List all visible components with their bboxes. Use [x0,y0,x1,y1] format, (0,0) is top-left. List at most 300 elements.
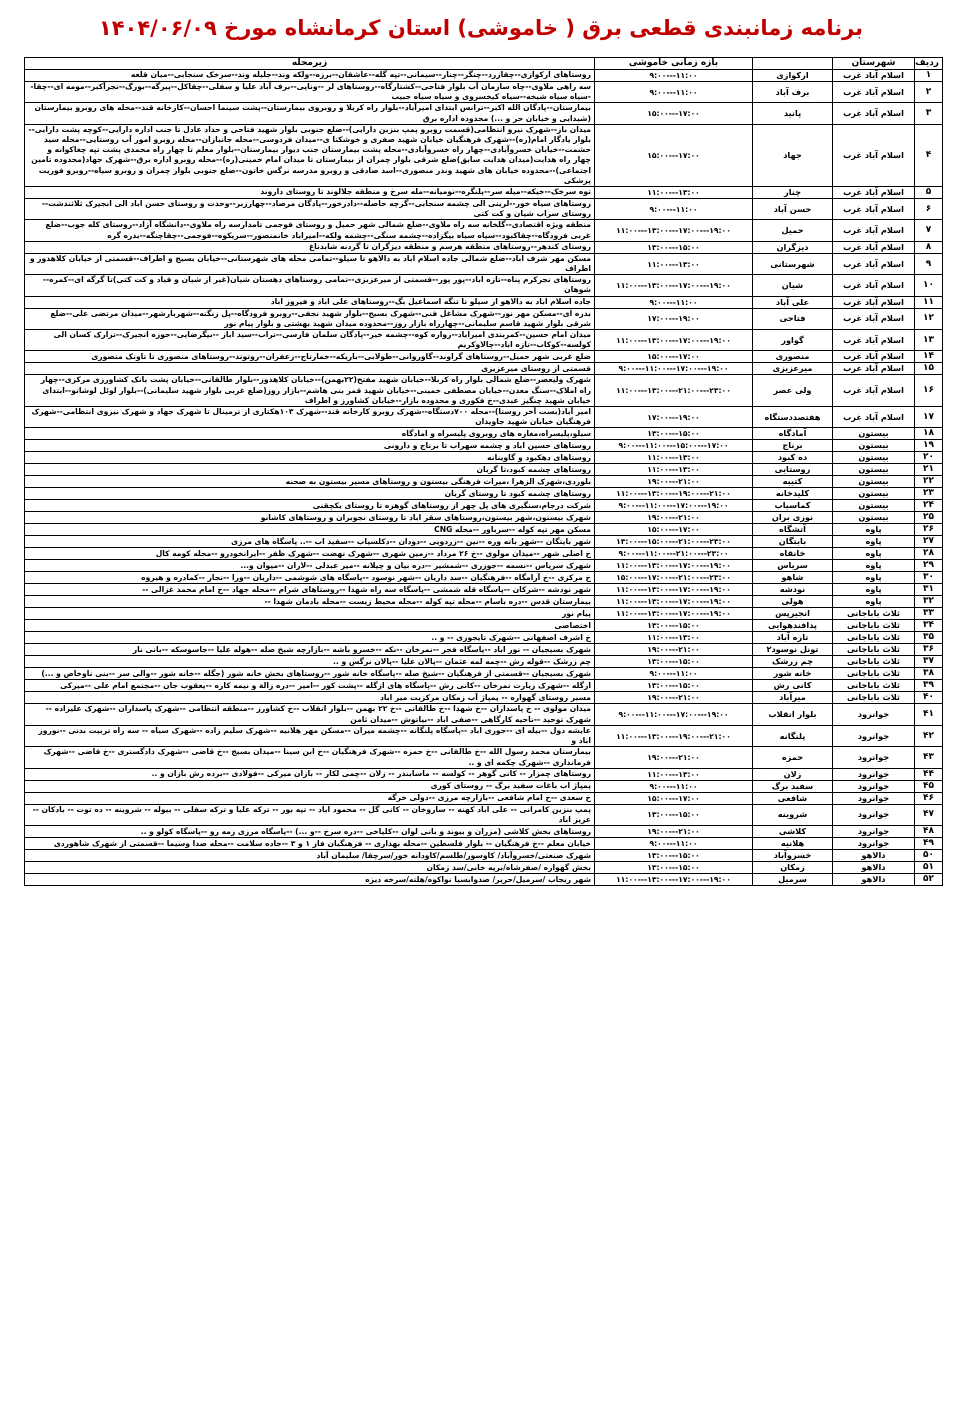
outage-times-cell: ۱۱:۰۰---۱۳:۰۰---۱۷:۰۰---۱۹:۰۰ [595,596,753,608]
area-cell: مسکن مهر شرف اباد--ضلع شمالی جاده اسلام اباد به دالاهو تا سیلو--تمامی محله های شهرستانی--خیابان بسیج و اطراف--قسمتی از خیابان کلاهدوز و اطراف [25,253,595,274]
feeder-cell: سرمیل [753,874,833,886]
county-cell: پاوه [833,560,915,572]
row-index: ۱۵ [915,363,943,375]
table-row [25,850,943,862]
row-index: ۳۸ [915,668,943,680]
table-row [25,363,943,375]
county-cell: بیستون [833,464,915,476]
table-row [25,253,943,274]
outage-times-cell: ۱۵:۰۰---۱۷:۰۰ [595,351,753,363]
area-cell: میدان امام حسین--کمربندی امیراباد--زواره کوه--چشمه خیر--پادگان سلمان فارسی--تراب--سید اباز --بیگرضایی--حوزه انجیرک--تزارک کسان الی کولسه--کوکاب--تازه اباد--چالاوکریم [25,330,595,351]
feeder-cell: پانید [753,103,833,124]
row-index: ۳ [915,103,943,124]
outage-times-cell: ۱۳:۰۰---۱۵:۰۰ [595,680,753,692]
area-cell: شهرک سریاس --نسمه --جوزری --شمشیر --دره بیان و چیلانه --میر عبدلی --لاران --میوان و... [25,560,595,572]
outage-times-cell: ۱۱:۰۰---۱۳:۰۰---۱۷:۰۰---۱۹:۰۰ [595,220,753,241]
outage-times-cell: ۱۱:۰۰---۱۳:۰۰---۱۹:۰۰---۲۱:۰۰ [595,488,753,500]
area-cell: شرکت درجام،سنگبری های پل چهر از روستاهای گوهره تا روستای یکچقنی [25,500,595,512]
county-cell: پاوه [833,536,915,548]
county-cell: اسلام آباد غرب [833,351,915,363]
row-index: ۳۴ [915,620,943,632]
feeder-cell: کانی رش [753,680,833,692]
feeder-cell: نوزی بران [753,512,833,524]
table-row [25,826,943,838]
table-row [25,804,943,825]
county-cell: دالاهو [833,874,915,886]
county-cell: اسلام آباد غرب [833,375,915,407]
outage-times-cell: ۱۵:۰۰---۱۷:۰۰ [595,524,753,536]
feeder-cell: پلنگانه [753,725,833,746]
county-cell: بیستون [833,500,915,512]
outage-times-cell: ۱۵:۰۰---۱۷:۰۰ [595,103,753,124]
table-row [25,407,943,428]
row-index: ۲۷ [915,536,943,548]
row-index: ۱۰ [915,275,943,296]
feeder-cell: سریاس [753,560,833,572]
feeder-cell: فتاحی [753,308,833,329]
feeder-cell: تازه آباد [753,632,833,644]
area-cell: روستاهای نجرکرم پناه--تازه اباد--پور پور--قسمتی از میرعزیزی--تمامی روستاهای دهستان شیان(غیر از شیان و قباد و کت کتی)تا گرگه ای--کمره--شوهان [25,275,595,296]
county-cell: دالاهو [833,850,915,862]
row-index: ۳۹ [915,680,943,692]
table-row [25,862,943,874]
outage-times-cell: ۱۳:۰۰---۱۵:۰۰ [595,850,753,862]
feeder-cell: حمزه [753,747,833,768]
feeder-cell: کلیدخانه [753,488,833,500]
row-index: ۴۷ [915,804,943,825]
row-index: ۲۶ [915,524,943,536]
table-row [25,584,943,596]
area-cell: خ سعدی --خ امام شافعی --بازارچه مرزی --دولی خرگه [25,792,595,804]
county-cell: اسلام آباد غرب [833,407,915,428]
row-index: ۱۱ [915,296,943,308]
outage-times-cell: ۹:۰۰---۱۱:۰۰ [595,199,753,220]
row-index: ۲۴ [915,500,943,512]
table-row [25,747,943,768]
outage-times-cell: ۹:۰۰---۱۱:۰۰---۱۷:۰۰---۱۹:۰۰ [595,500,753,512]
county-cell: اسلام آباد غرب [833,103,915,124]
county-cell: دالاهو [833,862,915,874]
feeder-cell: چم زرشک [753,656,833,668]
table-row [25,656,943,668]
area-cell: شهر ریجاب /سرمیل/حریر/ صدوابسیا نواکوه/هلته/سرخه دیزه [25,874,595,886]
area-cell: مسکن مهر تپه کوله --سرباور --محله CNG [25,524,595,536]
area-cell: اختصاصی [25,620,595,632]
feeder-cell: حسن آباد [753,199,833,220]
county-cell: جوانرود [833,725,915,746]
feeder-cell: تونل نوسود۲ [753,644,833,656]
outage-times-cell: ۹:۰۰---۱۱:۰۰---۱۷:۰۰---۱۹:۰۰ [595,363,753,375]
area-cell: سیلو،پلیسراه،مغازه های روبروی پلیسراه و امادگاه [25,428,595,440]
row-index: ۴۸ [915,826,943,838]
feeder-cell: ولی عصر [753,375,833,407]
table-row [25,536,943,548]
row-index: ۳۶ [915,644,943,656]
outage-times-cell: ۱۱:۰۰---۱۳:۰۰ [595,464,753,476]
outage-times-cell: ۱۳:۰۰---۱۵:۰۰ [595,804,753,825]
feeder-cell: جهاد [753,124,833,186]
county-cell: ثلاث باباجانی [833,656,915,668]
table-row [25,512,943,524]
outage-times-cell: ۱۱:۰۰---۱۳:۰۰ [595,253,753,274]
area-cell: ضلع غربی شهر حمیل--روستاهای گراوند--گاوروانی--طولابی--باریکه--خمارتاج--زعفران--روتوند--روستاهای منصوری تا تاونک منصوری [25,351,595,363]
area-cell: توه سرخک--خیکه--میله سر--پلنگره--نومیانه--مله سرخ و منطقه جلالوند تا روستای داروند [25,187,595,199]
feeder-cell: کتیبه [753,476,833,488]
row-index: ۲۰ [915,452,943,464]
county-cell: ثلاث باباجانی [833,608,915,620]
county-cell: اسلام آباد غرب [833,124,915,186]
header-index: ردیف [915,58,943,70]
row-index: ۹ [915,253,943,274]
county-cell: اسلام آباد غرب [833,308,915,329]
table-row [25,440,943,452]
row-index: ۵۲ [915,874,943,886]
area-cell: خ مرکزی --خ آرامگاه --فرهنگیان --سد داریان --شهر نوسود --پاسگاه های شوشمی --داریان --ورا --نجار --کمادره و هیروه [25,572,595,584]
outage-times-cell: ۱۳:۰۰---۱۵:۰۰ [595,862,753,874]
county-cell: ثلاث باباجانی [833,644,915,656]
table-row [25,725,943,746]
county-cell: اسلام آباد غرب [833,241,915,253]
county-cell: بیستون [833,452,915,464]
row-index: ۴۰ [915,692,943,704]
area-cell: شهرک بیستون،شهر بیستون،روستاهای سقر اباد تا روستای نجوبران و روستاهای کاشانو [25,512,595,524]
county-cell: پاوه [833,572,915,584]
county-cell: جوانرود [833,747,915,768]
county-cell: بیستون [833,428,915,440]
row-index: ۲۸ [915,548,943,560]
area-cell: جاده اسلام اباد به دالاهو از سیلو تا تنگه اسماعیل بگ--روستاهای علی اباد و فیروز اباد [25,296,595,308]
county-cell: پاوه [833,596,915,608]
feeder-cell: منصوری [753,351,833,363]
county-cell: پاوه [833,584,915,596]
area-cell: میدان مولوی -- خ پاسداران --خ شهدا --خ طالقانی --خ ۲۲ بهمن --بلوار انقلاب --خ کشاورز --منطقه انتظامی --شهرک پاسداران --شهرک علیزاده --شهرک توحید --ناحیه کارگاهی --صفی اباد --بیاتوش --میدان ثامن [25,704,595,725]
table-row [25,241,943,253]
table-row [25,464,943,476]
outage-times-cell: ۱۱:۰۰---۱۳:۰۰---۱۷:۰۰---۱۹:۰۰ [595,874,753,886]
outage-times-cell: ۱۱:۰۰---۱۳:۰۰ [595,187,753,199]
outage-times-cell: ۹:۰۰---۱۱:۰۰---۱۵:۰۰---۱۷:۰۰ [595,440,753,452]
feeder-cell: حمیل [753,220,833,241]
table-row [25,548,943,560]
outage-times-cell: ۱۷:۰۰---۱۹:۰۰ [595,308,753,329]
area-cell: روستاهای حسین اباد و چشمه سهراب تا برناج و دارونی [25,440,595,452]
feeder-cell: آتشگاه [753,524,833,536]
county-cell: جوانرود [833,768,915,780]
table-row [25,296,943,308]
row-index: ۱۷ [915,407,943,428]
outage-times-cell: ۱۹:۰۰---۲۱:۰۰ [595,512,753,524]
feeder-cell: خسروآباد [753,850,833,862]
row-index: ۵۰ [915,850,943,862]
county-cell: بیستون [833,512,915,524]
feeder-cell: نودشه [753,584,833,596]
feeder-cell: ارکوازی [753,70,833,82]
feeder-cell: شهرستانی [753,253,833,274]
feeder-cell: خانقاه [753,548,833,560]
area-cell: بخش گهواره /صفرشاه/بریه خانی/سد زمکان [25,862,595,874]
row-index: ۱۴ [915,351,943,363]
county-cell: اسلام آباد غرب [833,220,915,241]
feeder-cell: شافعی [753,792,833,804]
row-index: ۲۵ [915,512,943,524]
row-index: ۸ [915,241,943,253]
feeder-cell: هولی [753,596,833,608]
row-index: ۴۲ [915,725,943,746]
area-cell: خ اصلی شهر --میدان مولوی --خ ۲۶ مرداد --زمین شهری --شهرک نهضت --شهرک ظفر --ایرانخودرو --محله کومه کال [25,548,595,560]
outage-times-cell: ۹:۰۰---۱۱:۰۰ [595,296,753,308]
area-cell: بدره ای--مسکن مهر نور--شهرک مشاغل فنی--شهرک بسیج--بلوار شهید نجفی--روبرو فرودگاه--پل زنگنه--شهربارشهر--میدان مرتضی علی--ضلع شرقی بلوار شهید قاسم سلیمانی--چهارراه بازار روز--محدوده میدان شهید بهشتی و بلوار پیام نور [25,308,595,329]
county-cell: اسلام آباد غرب [833,70,915,82]
county-cell: پاوه [833,524,915,536]
feeder-cell: هلانیه [753,838,833,850]
feeder-cell: علی آباد [753,296,833,308]
table-row [25,780,943,792]
table-row [25,187,943,199]
table-row [25,82,943,103]
row-index: ۴۴ [915,768,943,780]
area-cell: روستای کندهر--روستاهای منطقه هرسم و منطقه دیزگران تا گردنه شابدناغ [25,241,595,253]
outage-schedule-table [24,57,943,886]
row-index: ۴ [915,124,943,186]
table-row [25,375,943,407]
county-cell: اسلام آباد غرب [833,296,915,308]
area-cell: چم زرشک --قوله رش --چمه لمه عثمان --پالان علیا --پالان نرگس و .. [25,656,595,668]
outage-times-cell: ۹:۰۰---۱۱:۰۰ [595,838,753,850]
feeder-cell: بابتگان [753,536,833,548]
row-index: ۳۳ [915,608,943,620]
feeder-cell: دیزگران [753,241,833,253]
feeder-cell: روستایی [753,464,833,476]
area-cell: پمپاژ اب باغات سفید برگ -- روستای کوری [25,780,595,792]
county-cell: اسلام آباد غرب [833,187,915,199]
area-cell: روستاهای چشمه کبود تا روستای گربان [25,488,595,500]
area-cell: شهرک ولیعصر--ضلع شمالی بلوار راه کربلا--خیابان شهید مفتح(۲۲بهمن)--خیابان کلاهدوز--بلوار طالقانی--خیابان پشت بانک کشاورزی مرکزی--چهار راه املاک--سنگ معدن--خیابان مصطفی خمینی--خیابان شهید قمر بنی هاشم--بازار روز(ضلع غربی بلوار شهید سلیمانی)--بلوار لوئل لوشاتو--ابتدای خیابان شهید چنگیز عبدی--خ فکوری و محدوده بازار--خیابان کشاورز و اطراف [25,375,595,407]
area-cell: شهر بایتگان --شهر باته وره --نین --زردویی --دودان --دکلسیاب --سفید اب --.. پاسگاه های مرزی [25,536,595,548]
row-index: ۱۹ [915,440,943,452]
area-cell: سه راهی ملاوی--چاه سازمان آب بلوار فتاحی--کشتارگاه--روستاهای لر --وناپی--برف آباد علیا و سفلی--چقاکل--پیرگه--بورگ--تجرآکبر--مومه ای--چقا--سیاه سیاه شیخه--سیاه کیخسروی و سیاه سیاه حبیب [25,82,595,103]
county-cell: اسلام آباد غرب [833,363,915,375]
outage-times-cell: ۹:۰۰---۱۱:۰۰---۲۱:۰۰---۲۳:۰۰ [595,548,753,560]
row-index: ۳۱ [915,584,943,596]
feeder-cell: بلوار انقلاب [753,704,833,725]
row-index: ۲۲ [915,476,943,488]
row-index: ۴۱ [915,704,943,725]
row-index: ۴۳ [915,747,943,768]
table-row [25,488,943,500]
county-cell: بیستون [833,440,915,452]
area-cell: منطقه ویژه اقتصادی--گلخانه سه راه ملاوی--ضلع شمالی شهر حمیل و روستای فوجمی تامدارسه راه ملاوی--دانشگاه آزاد--روستای کله جوب--ضلع غربی فرودگاه--چقاکبود--سیاه سیاه بیگزاده--چشمه سنگی--چشمه ولکه--امیراباد خانمنصور--سریکوه--فوجمی--چقاچنگه--بدره گره [25,220,595,241]
area-cell: خ اشرف اصفهانی --شهرک تایجوزی -- و .. [25,632,595,644]
county-cell: بیستون [833,488,915,500]
table-row [25,874,943,886]
area-cell: بیمارستان قدس --دره باسام --محله تپه کوله --محله محیط زیست --محله بادمان شهدا -- [25,596,595,608]
row-index: ۶ [915,199,943,220]
feeder-cell: کماسیاب [753,500,833,512]
area-cell: امیر آباد(بست آخر روستا)--محله ۷۰۰دستگاه--شهرک روبرو کارخانه قند--شهرک ۱۰۳هکتاری از ترمینال تا شهرک جهاد و شهرک نیروی انتظامی--شهرک فرهنگیان خیابان شهید جاویدان [25,407,595,428]
county-cell: اسلام آباد غرب [833,199,915,220]
outage-times-cell: ۱۱:۰۰---۱۳:۰۰---۱۷:۰۰---۱۹:۰۰ [595,584,753,596]
area-cell: بلوردی،شهرک الزهرا ،میراث فرهنگی بیستون و روستاهای مسیر بیستون به صحنه [25,476,595,488]
county-cell: اسلام آباد غرب [833,253,915,274]
table-row [25,351,943,363]
outage-times-cell: ۱۵:۰۰---۱۷:۰۰ [595,124,753,186]
row-index: ۳۰ [915,572,943,584]
table-row [25,500,943,512]
table-row [25,476,943,488]
row-index: ۲۳ [915,488,943,500]
feeder-cell: میرعزیزی [753,363,833,375]
feeder-cell: پدافندهوایی [753,620,833,632]
row-index: ۲ [915,82,943,103]
area-cell: روستاهای بخش کلاشی (مزران و بیوند و بانی لوان --کلیاخی --دره سرخ --و ...) --پاسگاه مرزی زمه رو --پاسگاه کولو و .. [25,826,595,838]
table-row [25,692,943,704]
outage-times-cell: ۱۹:۰۰---۲۱:۰۰ [595,826,753,838]
area-cell: روستاهای ارکوازی--چقازرد--چنگر--چنار--سیمانی--تپه گله--عاشقان--برزه--ولکه وند--جلیله وند--سرخک سنجابی--میان قلعه [25,70,595,82]
outage-times-cell: ۹:۰۰---۱۱:۰۰ [595,780,753,792]
feeder-cell: هفتصددستگاه [753,407,833,428]
row-index: ۴۹ [915,838,943,850]
header-feeder [753,58,833,70]
outage-times-cell: ۱۹:۰۰---۲۱:۰۰ [595,644,753,656]
feeder-cell: ده کبود [753,452,833,464]
table-row [25,704,943,725]
outage-times-cell: ۱۳:۰۰---۱۵:۰۰ [595,241,753,253]
area-cell: روستاهای چشمه کبود،تا گربان [25,464,595,476]
area-cell: میدان باز--شهرک نیرو انتظامی(قسمت روبرو پمپ بنزین دارایی)--ضلع جنوبی بلوار شهید فتاحی و حداد عادل تا جنب اداره دارایی--کوچه پشت دارایی--بلوار یادگار امام(ره)--شهرک فرهنگیان خیابان شهید صفری و خوشکنا ی--میدان فردوسی--محله جانبازان--محله روبرو امور آب روستایی--محله سید حشمت--خیابان خسروآبادی--چهار راه خسروآبادی--محله پشت بیمارستان جنب دیوار بیمارستان--بلوار معلم تا چهار راه محمدی پشت تپه چغاکوانه و چهار راه هدایت(میدان هدایت سابق)ضلع شرقی بلوار چمران از بیمارستان تا میدان امام خمینی(ره)--محله روبرو اداره برق--شهرک جهاد(محدوده تامین اجتماعی)--محدوده خیابان های شهید وندر منصوری--اسد صادقی و روبرو مدرسه نرگس خاتون--ضلع جنوبی بلوار چمران و روبرو سیاه--روبرو فوریت پزشکی [25,124,595,186]
row-index: ۴۵ [915,780,943,792]
county-cell: جوانرود [833,804,915,825]
area-cell: ازگله --شهرک زیارت نمرخان --کانی رش --پاسگاه های ازگله --پشت کور --امیر --دره زالة و نیمه کاره --یعقوب جان --مجتمع امام علی --میرکی [25,680,595,692]
table-row [25,608,943,620]
area-cell: شهرک بسیجیان --قسمتی از فرهنگیان --شیخ صله --پاسگاه خانه شور --روستاهای بخش خانه شور (جگله --خانه شور --والی سر --بنی ناوخاص و ...) [25,668,595,680]
table-row [25,572,943,584]
row-index: ۲۹ [915,560,943,572]
feeder-cell: شاهو [753,572,833,584]
outage-times-cell: ۱۱:۰۰---۱۳:۰۰ [595,768,753,780]
table-row [25,680,943,692]
outage-times-cell: ۱۱:۰۰---۱۳:۰۰---۱۷:۰۰---۱۹:۰۰ [595,275,753,296]
area-cell: عایشه دول --بیله ای --حوری اباد --پاسگاه پلنگانه --چشمه میران --مسکن مهر هلانیه --شهرک سلیم زاده --شهرک سیاه -- سه راه تربیت بدنی --نوروز اباد و [25,725,595,746]
area-cell: پمپ بنزین کامرانی -- علی اباد کهنه -- ساروخان -- کانی گل -- محمود اباد -- تپه بور -- ترکه علیا و ترکه سفلی -- بیوله -- شروینه -- ده توت -- بادکان --عزیز اباد [25,804,595,825]
area-cell: مسیر روستای گهواره -- پمپاژ آب زمکان مرکزیت میر اباد [25,692,595,704]
table-row [25,560,943,572]
area-cell: قسمتی از روستای میرعزیزی [25,363,595,375]
outage-times-cell: ۱۵:۰۰---۱۷:۰۰ [595,792,753,804]
feeder-cell: چنار [753,187,833,199]
outage-times-cell: ۱۷:۰۰---۱۹:۰۰ [595,407,753,428]
row-index: ۴۶ [915,792,943,804]
outage-times-cell: ۱۱:۰۰---۱۳:۰۰---۱۷:۰۰---۱۹:۰۰ [595,560,753,572]
area-cell: روستاهای سیاه خور--لرینی الی چشمه سنجابی--گرچه حاصله--دادرخور--پادگان مرصاد--چهارزبر--وحدت و روستای حسن اباد الی انجیرک ثلاثندشت--روستای سراب شیان و کت کتی [25,199,595,220]
feeder-cell: انجیرپس [753,608,833,620]
county-cell: ثلاث باباجانی [833,680,915,692]
county-cell: ثلاث باباجانی [833,692,915,704]
outage-times-cell: ۱۱:۰۰---۱۳:۰۰---۱۷:۰۰---۱۹:۰۰ [595,330,753,351]
row-index: ۱۶ [915,375,943,407]
table-row [25,792,943,804]
county-cell: ثلاث باباجانی [833,632,915,644]
header-times: بازه زمانی خاموشی [595,58,753,70]
county-cell: جوانرود [833,704,915,725]
outage-times-cell: ۱۱:۰۰---۱۳:۰۰ [595,632,753,644]
area-cell: روستاهای چمزار -- کانی گوهر -- کولسه -- ماسابندر -- زلان --چمی لکار -- بازان میرکی --فولادی --برده رش بازان و .. [25,768,595,780]
page-title: برنامه زمانبندی قطعی برق ( خاموشی) استان کرمانشاه مورخ ۱۴۰۴/۰۶/۰۹ [98,16,864,40]
table-row [25,275,943,296]
row-index: ۱ [915,70,943,82]
table-row [25,524,943,536]
outage-times-cell: ۱۳:۰۰---۱۵:۰۰ [595,620,753,632]
feeder-cell: کلاشی [753,826,833,838]
county-cell: ثلاث باباجانی [833,668,915,680]
row-index: ۱۲ [915,308,943,329]
outage-times-cell: ۹:۰۰---۱۱:۰۰ [595,82,753,103]
feeder-cell: گواور [753,330,833,351]
table-row [25,70,943,82]
outage-times-cell: ۱۳:۰۰---۱۵:۰۰ [595,656,753,668]
outage-times-cell: ۱۹:۰۰---۲۱:۰۰ [595,476,753,488]
row-index: ۳۲ [915,596,943,608]
table-row [25,620,943,632]
outage-times-cell: ۱۱:۰۰---۱۳:۰۰ [595,452,753,464]
outage-times-cell: ۹:۰۰---۱۱:۰۰ [595,668,753,680]
table-header-row [25,58,943,70]
table-row [25,428,943,440]
table-row [25,596,943,608]
row-index: ۲۱ [915,464,943,476]
county-cell: جوانرود [833,826,915,838]
outage-times-cell: ۹:۰۰---۱۱:۰۰ [595,70,753,82]
table-row [25,838,943,850]
outage-times-cell: ۱۱:۰۰---۱۳:۰۰---۱۷:۰۰---۱۹:۰۰ [595,608,753,620]
outage-times-cell: ۱۵:۰۰---۱۷:۰۰---۲۱:۰۰---۲۳:۰۰ [595,572,753,584]
row-index: ۱۸ [915,428,943,440]
row-index: ۳۵ [915,632,943,644]
table-row [25,308,943,329]
row-index: ۳۷ [915,656,943,668]
feeder-cell: برناج [753,440,833,452]
table-row [25,644,943,656]
table-row [25,199,943,220]
feeder-cell: سفید برگ [753,780,833,792]
county-cell: اسلام آباد غرب [833,330,915,351]
table-row [25,768,943,780]
area-cell: شهرک صنعتی/خسروآباد/ کاوسور/طلسم/کاودانه خور/سرچقا/ سلیمان آباد [25,850,595,862]
county-cell: اسلام آباد غرب [833,275,915,296]
county-cell: جوانرود [833,838,915,850]
row-index: ۱۳ [915,330,943,351]
feeder-cell: شروینه [753,804,833,825]
row-index: ۵ [915,187,943,199]
county-cell: اسلام آباد غرب [833,82,915,103]
area-cell: شهرک بسیجیان -- نور اباد --پاسگاه فجر --نمرخان --نکه --خسرو باشه --بازارچه شیخ صله --هوله علیا --جاسوسکه --بانی نار [25,644,595,656]
feeder-cell: برف آباد [753,82,833,103]
area-cell: روستاهای دهکبود و گاوینانه [25,452,595,464]
feeder-cell: آمادگاه [753,428,833,440]
feeder-cell: زمکان [753,862,833,874]
table-row [25,632,943,644]
table-row [25,668,943,680]
outage-times-cell: ۱۱:۰۰---۱۳:۰۰---۱۹:۰۰---۲۱:۰۰ [595,725,753,746]
feeder-cell: شیان [753,275,833,296]
header-county: شهرستان [833,58,915,70]
table-row [25,452,943,464]
area-cell: خیابان معلم --خ فرهنگیان -- بلوار فلسطین --محله بهداری -- فرهنگیان فاز ۱ و ۳ --جاده سلامت --محله صدا وسیما --قسمتی از شهرک شاهوردی [25,838,595,850]
feeder-cell: میرآباد [753,692,833,704]
table-row [25,103,943,124]
area-cell: بیمارستان--پادگان الله اکبر--ترانس ابتدای امیرآباد--بلوار راه کربلا و روبروی بیمارستان--پشت سینما احسان--کارخانه قند--محله های روبرو بیمارستان (شیدایی و خیابان حر و ...) محدوده اداره برق [25,103,595,124]
county-cell: پاوه [833,548,915,560]
feeder-cell: زلان [753,768,833,780]
